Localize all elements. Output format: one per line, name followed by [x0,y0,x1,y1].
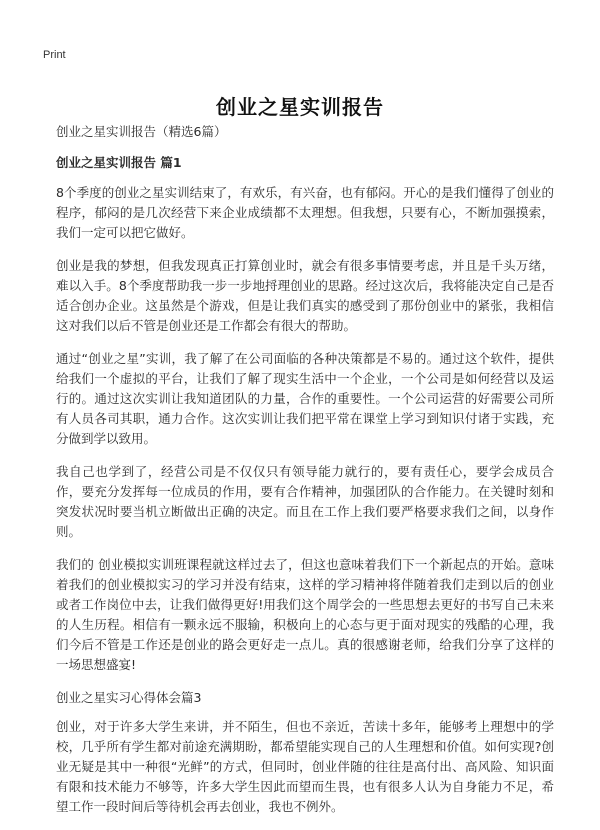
paragraph: 8个季度的创业之星实训结束了，有欢乐，有兴奋，也有郁闷。开心的是我们懂得了创业的程序，郁闷的是几次经营下来企业成绩都不太理想。但我想，只要有心，不断加强摸索，我们一定可以把它做好。 [56,185,554,240]
page-title: 创业之星实训报告 [216,95,384,120]
section-heading-3: 创业之星实习心得体会篇3 [56,690,202,705]
paragraph: 我们的 创业模拟实训班课程就这样过去了，但这也意味着我们下一个新起点的开始。意味着我们的创业模拟实习的学习并没有结束，这样的学习精神将伴随着我们走到以后的创业或者工作岗位中去，让我们做得更好!用我们这个周学会的一些思想去更好的书写自己未来的人生历程。相信有一颗永远不服输，积极向上的心态与更于面对现实的残酷的心理，我们今后不管是工作还是创业的路会更好走一点儿。真的很感谢老师，给我们分享了这样的一场思想盛宴! [56,557,554,672]
print-link[interactable]: Print [43,49,66,61]
document-body [56,122,554,830]
paragraph: 我自己也学到了，经营公司是不仅仅只有领导能力就行的，要有责任心，要学会成员合作，要充分发挥每一位成员的作用，要有合作精神，加强团队的合作能力。在关键时刻和突发状况时要当机立断做出正确的决定。而且在工作上我们要严格要求我们之间，以身作则。 [56,464,554,539]
paragraph: 创业是我的梦想，但我发现真正打算创业时，就会有很多事情要考虑，并且是千头万绪，难以入手。8个季度帮助我一步一步地捋理创业的思路。经过这次后，我将能决定自己是否适合创办企业。这虽然是个游戏，但是让我们真实的感受到了那份创业中的紧张，我相信这对我们以后不管是创业还是工作都会有很大的帮助。 [56,258,554,333]
document-subtitle: 创业之星实训报告（精选6篇） [56,124,227,139]
paragraph: 创业，对于许多大学生来讲，并不陌生，但也不亲近，苦读十多年，能够考上理想中的学校，几乎所有学生都对前途充满期盼，都希望能实现自己的人生理想和价值。如何实现?创业无疑是其中一种很“光鲜”的方式，但同时，创业伴随的往往是高付出、高风险、知识面有限和技术能力不够等，许多大学生因此而望而生畏，也有很多人认为自身能力不足，希望工作一段时间后等待机会再去创业，我也不例外。 [56,719,554,814]
section-heading-1: 创业之星实训报告 篇1 [56,155,182,170]
paragraph: 通过“创业之星”实训，我了解了在公司面临的各种决策都是不易的。通过这个软件，提供给我们一个虚拟的平台，让我们了解了现实生活中一个企业，一个公司是如何经营以及运行的。通过这次实训让我知道团队的力量，合作的重要性。一个公司运营的好需要公司所有人员各司其职，通力合作。这次实训让我们把平常在课堂上学习到知识付诸于实践，充分做到学以致用。 [56,351,554,446]
